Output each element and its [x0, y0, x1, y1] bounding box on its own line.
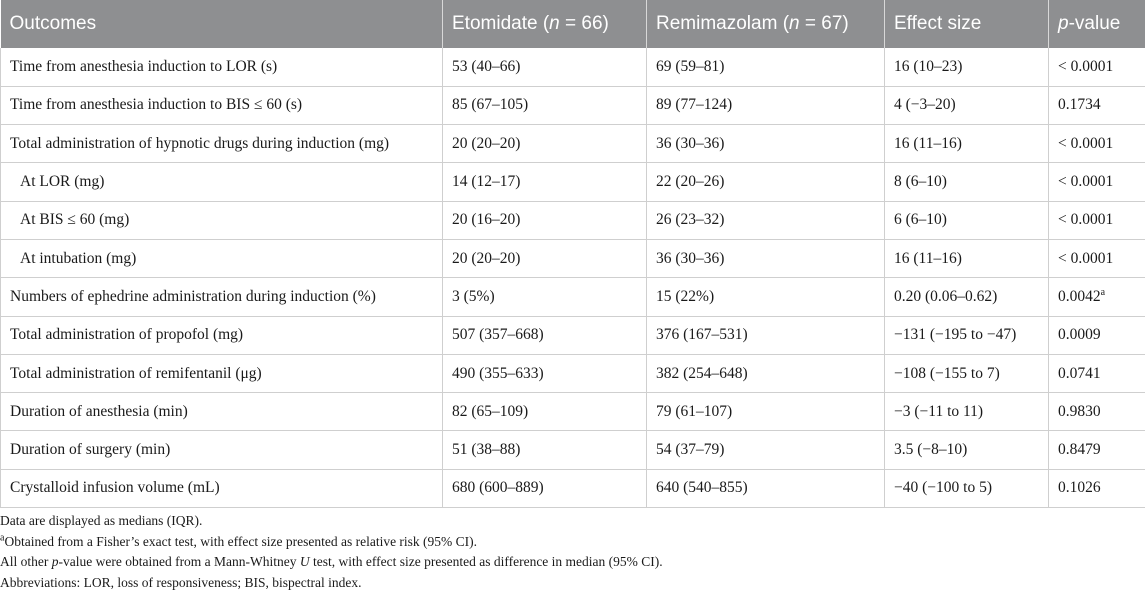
cell-remimazolam: 26 (23–32) [647, 201, 885, 239]
cell-remimazolam: 22 (20–26) [647, 163, 885, 201]
cell-remimazolam: 15 (22%) [647, 278, 885, 316]
cell-remimazolam: 382 (254–648) [647, 354, 885, 392]
cell-p-value: 0.1026 [1049, 469, 1145, 507]
table-row [1, 354, 1145, 392]
cell-outcome: At LOR (mg) [1, 163, 443, 201]
cell-outcome: Total administration of hypnotic drugs during induction (mg) [1, 125, 443, 163]
cell-etomidate: 85 (67–105) [443, 86, 647, 124]
table-row [1, 163, 1145, 201]
cell-p-value: 0.8479 [1049, 431, 1145, 469]
table-header [1, 0, 1145, 48]
cell-effect-size: −131 (−195 to −47) [885, 316, 1049, 354]
cell-effect-size: −3 (−11 to 11) [885, 393, 1049, 431]
table-row [1, 316, 1145, 354]
cell-etomidate: 53 (40–66) [443, 48, 647, 86]
table-row [1, 393, 1145, 431]
cell-effect-size: 16 (10–23) [885, 48, 1049, 86]
cell-effect-size: 16 (11–16) [885, 125, 1049, 163]
header-p-value: p-value [1049, 0, 1145, 48]
footnote-abbreviations: Abbreviations: LOR, loss of responsiveness; BIS, bispectral index. [0, 574, 362, 590]
cell-outcome: Crystalloid infusion volume (mL) [1, 469, 443, 507]
cell-effect-size: −108 (−155 to 7) [885, 354, 1049, 392]
cell-p-value: < 0.0001 [1049, 48, 1145, 86]
cell-remimazolam: 79 (61–107) [647, 393, 885, 431]
cell-p-value: 0.0009 [1049, 316, 1145, 354]
table-row [1, 431, 1145, 469]
cell-etomidate: 14 (12–17) [443, 163, 647, 201]
cell-p-value: 0.0741 [1049, 354, 1145, 392]
cell-remimazolam: 376 (167–531) [647, 316, 885, 354]
cell-etomidate: 20 (20–20) [443, 125, 647, 163]
cell-etomidate: 20 (20–20) [443, 239, 647, 277]
header-etomidate: Etomidate (n = 66) [443, 0, 647, 48]
cell-effect-size: 8 (6–10) [885, 163, 1049, 201]
table-row [1, 125, 1145, 163]
cell-remimazolam: 89 (77–124) [647, 86, 885, 124]
cell-effect-size: −40 (−100 to 5) [885, 469, 1049, 507]
table-footnotes [0, 511, 663, 593]
table-row [1, 278, 1145, 316]
cell-outcome: Duration of anesthesia (min) [1, 393, 443, 431]
table-row [1, 239, 1145, 277]
cell-outcome: Time from anesthesia induction to LOR (s) [1, 48, 443, 86]
table-row [1, 86, 1145, 124]
cell-effect-size: 0.20 (0.06–0.62) [885, 278, 1049, 316]
cell-p-value: 0.0042$^a$ [1049, 278, 1145, 316]
footnote-mann-whitney: All other p-value were obtained from a Mann-Whitney U test, with effect size presented as difference in median (95% CI). [0, 554, 663, 569]
table-row [1, 48, 1145, 86]
cell-outcome: At intubation (mg) [1, 239, 443, 277]
table-row [1, 469, 1145, 507]
cell-remimazolam: 69 (59–81) [647, 48, 885, 86]
cell-etomidate: 3 (5%) [443, 278, 647, 316]
cell-remimazolam: 36 (30–36) [647, 125, 885, 163]
header-remimazolam: Remimazolam (n = 67) [647, 0, 885, 48]
cell-p-value: < 0.0001 [1049, 201, 1145, 239]
cell-effect-size: 4 (−3–20) [885, 86, 1049, 124]
cell-etomidate: 20 (16–20) [443, 201, 647, 239]
cell-outcome: Numbers of ephedrine administration during induction (%) [1, 278, 443, 316]
cell-remimazolam: 36 (30–36) [647, 239, 885, 277]
cell-p-value: 0.1734 [1049, 86, 1145, 124]
cell-p-value: < 0.0001 [1049, 125, 1145, 163]
cell-etomidate: 490 (355–633) [443, 354, 647, 392]
cell-remimazolam: 640 (540–855) [647, 469, 885, 507]
cell-etomidate: 82 (65–109) [443, 393, 647, 431]
header-effect-size: Effect size [885, 0, 1049, 48]
header-row [1, 0, 1145, 48]
footnote-data-format: Data are displayed as medians (IQR). [0, 513, 203, 528]
cell-p-value: < 0.0001 [1049, 163, 1145, 201]
cell-p-value: < 0.0001 [1049, 239, 1145, 277]
cell-outcome: Time from anesthesia induction to BIS ≤ 60 (s) [1, 86, 443, 124]
footnote-fisher-test: $^a$Obtained from a Fisher’s exact test, with effect size presented as relative risk (95% CI). [0, 532, 478, 549]
cell-effect-size: 3.5 (−8–10) [885, 431, 1049, 469]
footnote-marker: a [1100, 286, 1106, 298]
cell-effect-size: 6 (6–10) [885, 201, 1049, 239]
cell-remimazolam: 54 (37–79) [647, 431, 885, 469]
cell-effect-size: 16 (11–16) [885, 239, 1049, 277]
header-outcomes: Outcomes [1, 0, 443, 48]
table-row [1, 201, 1145, 239]
cell-etomidate: 680 (600–889) [443, 469, 647, 507]
cell-etomidate: 51 (38–88) [443, 431, 647, 469]
cell-p-value: 0.9830 [1049, 393, 1145, 431]
cell-outcome: Total administration of remifentanil (μg) [1, 354, 443, 392]
cell-outcome: At BIS ≤ 60 (mg) [1, 201, 443, 239]
cell-outcome: Total administration of propofol (mg) [1, 316, 443, 354]
cell-outcome: Duration of surgery (min) [1, 431, 443, 469]
cell-etomidate: 507 (357–668) [443, 316, 647, 354]
table-body [1, 48, 1145, 508]
